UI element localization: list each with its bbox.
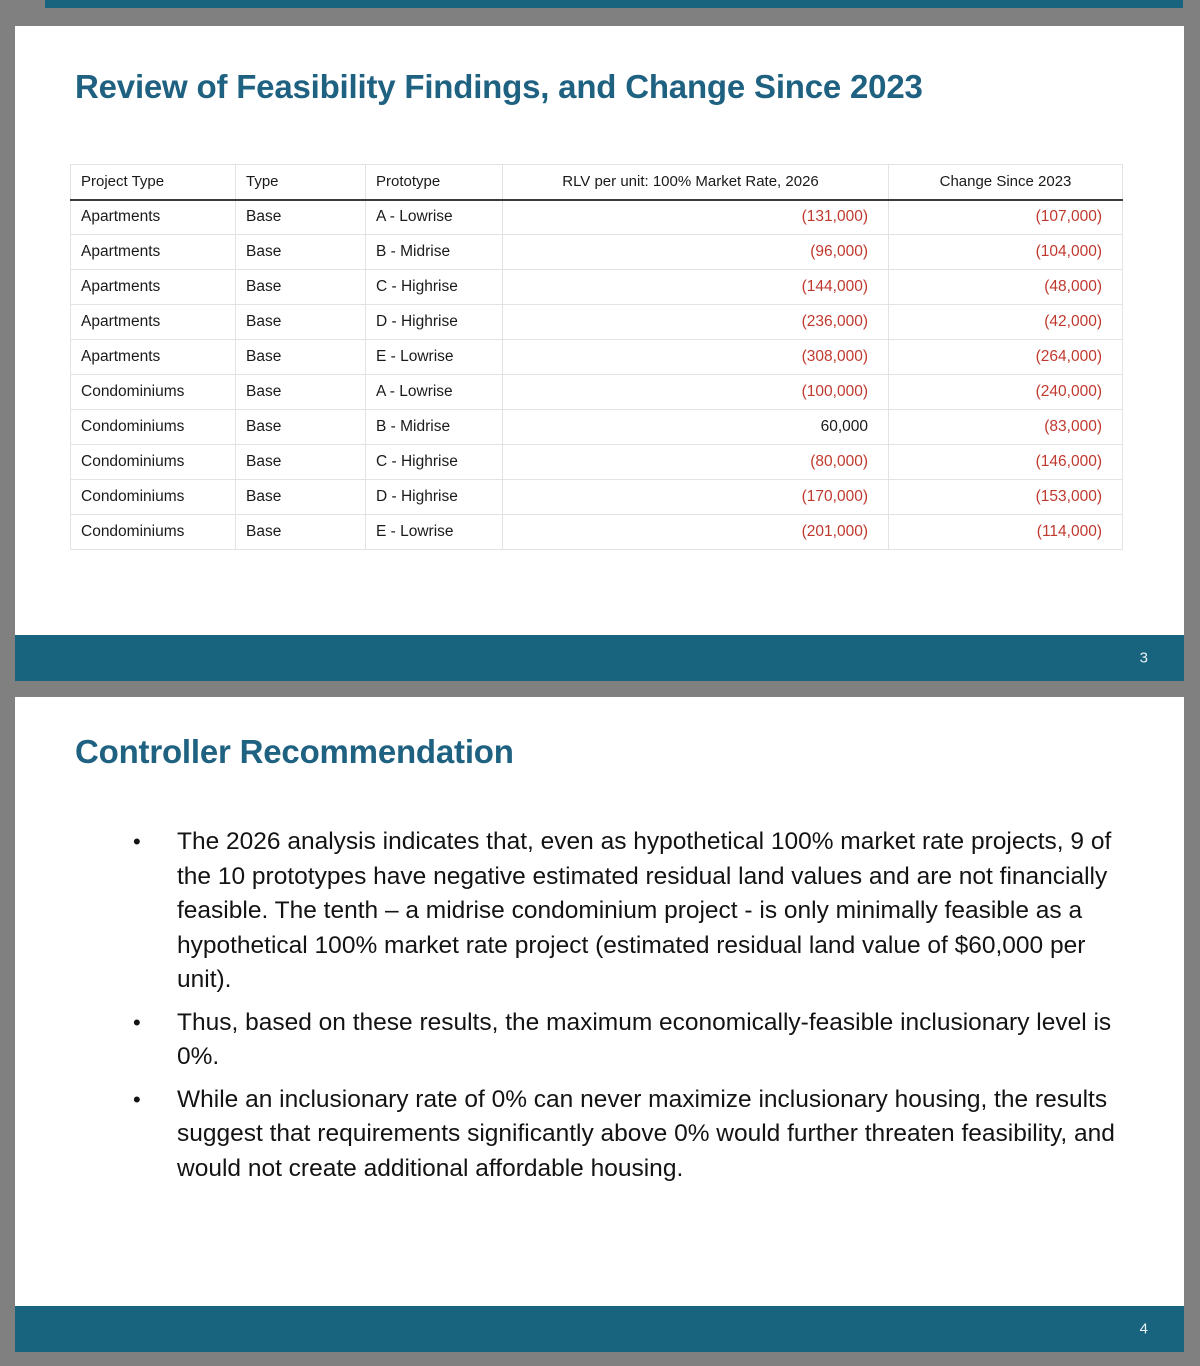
table-header: [71, 165, 1123, 200]
table-row: [71, 200, 1123, 235]
cell-project-type: Apartments: [71, 270, 236, 305]
cell-type: Base: [236, 305, 366, 340]
bullet-item: • The 2026 analysis indicates that, even as hypothetical 100% market rate projects, 9 of the 10 prototypes have negative estimated residual land values and are not financially feasible. The tenth – a midrise condominium project - is only minimally feasible as a hypothetical 100% market rate project (estimated residual land value of $60,000 per unit).: [115, 825, 1125, 998]
cell-prototype: E - Lowrise: [366, 340, 503, 375]
cell-type: Base: [236, 270, 366, 305]
cell-rlv: (144,000): [503, 270, 889, 305]
cell-project-type: Condominiums: [71, 375, 236, 410]
cell-rlv: (96,000): [503, 235, 889, 270]
table-row: [71, 480, 1123, 515]
table-row: [71, 515, 1123, 550]
cell-change: (104,000): [889, 235, 1123, 270]
table-row: [71, 340, 1123, 375]
cell-prototype: A - Lowrise: [366, 375, 503, 410]
slide-review-of-feasibility-findings[interactable]: [15, 26, 1184, 681]
cell-project-type: Apartments: [71, 305, 236, 340]
slide-controller-recommendation[interactable]: [15, 697, 1184, 1352]
cell-type: Base: [236, 480, 366, 515]
cell-prototype: D - Highrise: [366, 305, 503, 340]
cell-rlv: (100,000): [503, 375, 889, 410]
slide-footer-bar: [15, 635, 1184, 681]
cell-project-type: Apartments: [71, 200, 236, 235]
cell-change: (240,000): [889, 375, 1123, 410]
column-header-type: Type: [236, 165, 366, 200]
cell-type: Base: [236, 200, 366, 235]
page-number: 3: [1139, 649, 1148, 667]
slide-footer-bar: [15, 1306, 1184, 1352]
cell-project-type: Condominiums: [71, 515, 236, 550]
cell-project-type: Apartments: [71, 340, 236, 375]
cell-rlv: (201,000): [503, 515, 889, 550]
cell-prototype: A - Lowrise: [366, 200, 503, 235]
cell-rlv: (80,000): [503, 445, 889, 480]
previous-slide-footer-bar: [45, 0, 1183, 8]
cell-type: Base: [236, 515, 366, 550]
table-row: [71, 445, 1123, 480]
feasibility-table-container: [70, 164, 1122, 550]
feasibility-table: [70, 164, 1123, 550]
cell-rlv: (308,000): [503, 340, 889, 375]
cell-rlv: (170,000): [503, 480, 889, 515]
column-header-change-since-2023: Change Since 2023: [889, 165, 1123, 200]
bullet-item: • While an inclusionary rate of 0% can never maximize inclusionary housing, the results suggest that requirements significantly above 0% would further threaten feasibility, and would not create additional affordable housing.: [115, 1083, 1125, 1187]
cell-project-type: Condominiums: [71, 410, 236, 445]
page-number: 4: [1139, 1320, 1148, 1338]
cell-rlv: (131,000): [503, 200, 889, 235]
table-body: [71, 200, 1123, 550]
cell-type: Base: [236, 235, 366, 270]
column-header-project-type: Project Type: [71, 165, 236, 200]
table-row: [71, 375, 1123, 410]
table-row: [71, 270, 1123, 305]
cell-type: Base: [236, 340, 366, 375]
slide-content-area: [15, 697, 1184, 1352]
page-title: Controller Recommendation: [75, 733, 514, 770]
recommendation-bullet-list: [115, 825, 1125, 1186]
cell-change: (83,000): [889, 410, 1123, 445]
cell-type: Base: [236, 375, 366, 410]
cell-prototype: C - Highrise: [366, 445, 503, 480]
bullet-item: • Thus, based on these results, the maximum economically-feasible inclusionary level is 0%.: [115, 1006, 1125, 1075]
cell-project-type: Condominiums: [71, 480, 236, 515]
cell-rlv: (236,000): [503, 305, 889, 340]
cell-change: (48,000): [889, 270, 1123, 305]
cell-prototype: B - Midrise: [366, 235, 503, 270]
cell-project-type: Condominiums: [71, 445, 236, 480]
cell-change: (114,000): [889, 515, 1123, 550]
recommendation-bullets-container: [115, 825, 1125, 1194]
column-header-rlv-per-unit: RLV per unit: 100% Market Rate, 2026: [503, 165, 889, 200]
cell-change: (153,000): [889, 480, 1123, 515]
cell-type: Base: [236, 410, 366, 445]
slide-content-area: [15, 26, 1184, 681]
cell-change: (107,000): [889, 200, 1123, 235]
table-header-row: [71, 165, 1123, 200]
cell-prototype: D - Highrise: [366, 480, 503, 515]
column-header-prototype: Prototype: [366, 165, 503, 200]
cell-prototype: E - Lowrise: [366, 515, 503, 550]
cell-rlv: 60,000: [503, 410, 889, 445]
cell-project-type: Apartments: [71, 235, 236, 270]
table-row: [71, 235, 1123, 270]
page-title: Review of Feasibility Findings, and Change Since 2023: [75, 68, 923, 105]
cell-change: (42,000): [889, 305, 1123, 340]
cell-prototype: B - Midrise: [366, 410, 503, 445]
cell-prototype: C - Highrise: [366, 270, 503, 305]
cell-change: (264,000): [889, 340, 1123, 375]
cell-type: Base: [236, 445, 366, 480]
cell-change: (146,000): [889, 445, 1123, 480]
table-row: [71, 305, 1123, 340]
table-row: [71, 410, 1123, 445]
